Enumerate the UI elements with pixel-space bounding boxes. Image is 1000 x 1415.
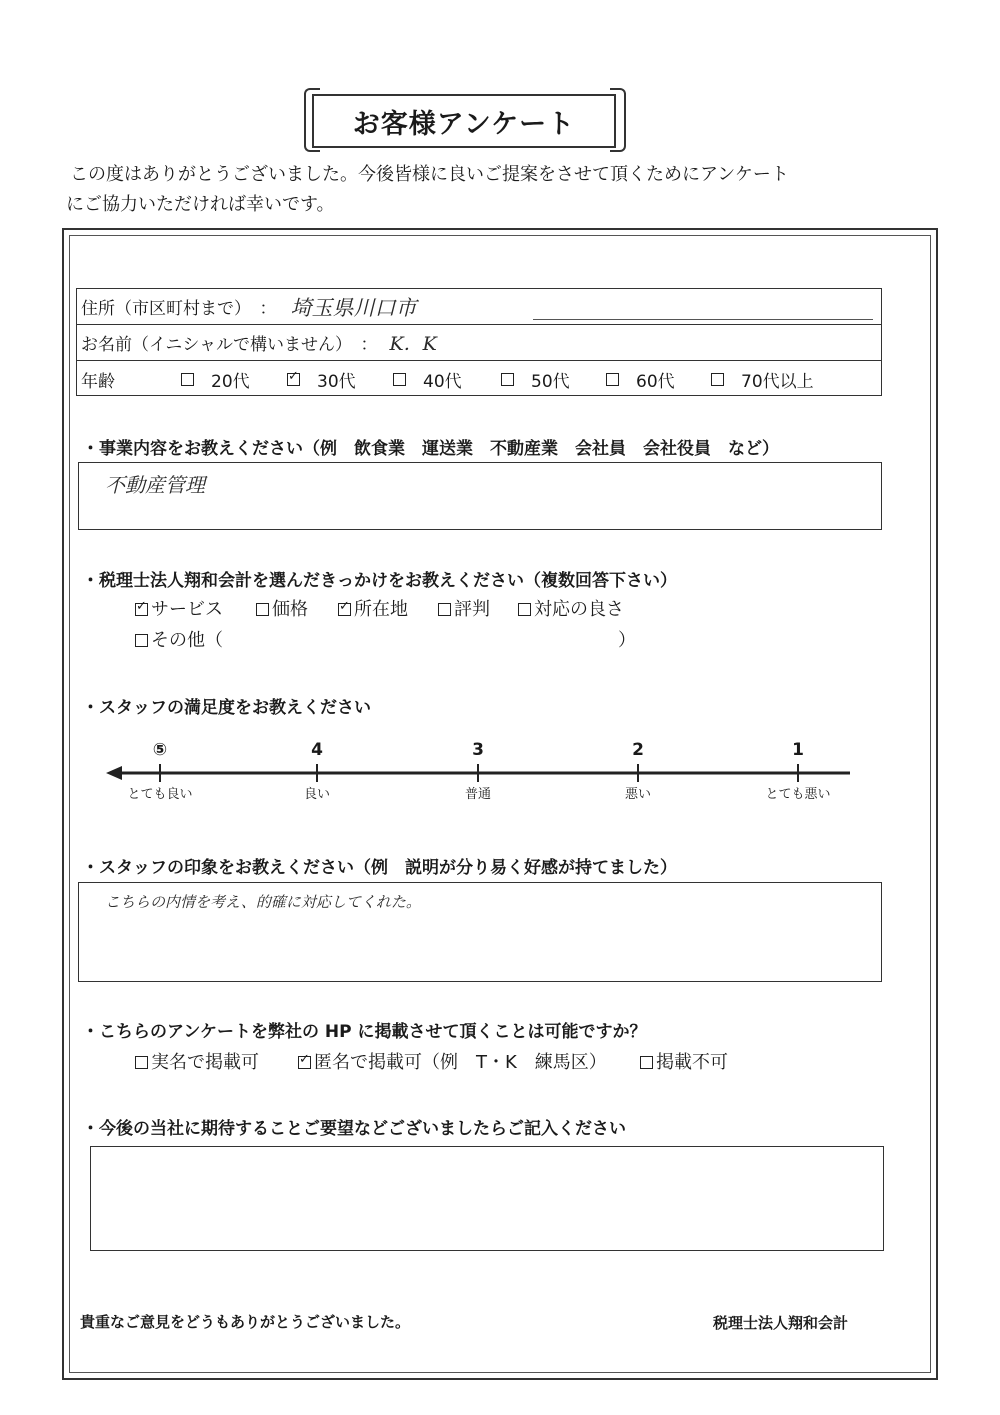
satisfaction-scale <box>100 730 860 810</box>
scale-label: とても良い <box>127 787 193 802</box>
intro-text <box>66 160 896 220</box>
address-value[interactable]: 埼玉県川口市 <box>290 295 417 320</box>
checkbox-30s[interactable] <box>287 373 300 386</box>
scale-label: 普通 <box>464 787 492 802</box>
reason-question: ・税理士法人翔和会計を選んだきっかけをお教えください（複数回答下さい） <box>82 571 677 591</box>
checkbox-40s[interactable] <box>393 373 406 386</box>
reason-option-location[interactable]: ✓ 所在地 <box>338 595 408 621</box>
publish-option-realname[interactable]: 実名で掲載可 <box>135 1048 259 1074</box>
reason-option-reputation[interactable]: 評判 <box>438 595 490 621</box>
checkbox-service[interactable] <box>135 603 148 616</box>
business-question: ・事業内容をお教えください（例 飲食業 運送業 不動産業 会社員 会社役員 など） <box>82 439 779 459</box>
intro-line-1: この度はありがとうございました。今後皆様に良いご提案をさせて頂くためにアンケート <box>70 164 789 185</box>
business-answer: 不動産管理 <box>105 473 205 497</box>
footer-thanks: 貴重なご意見をどうもありがとうございました。 <box>80 1313 411 1331</box>
reason-option-service[interactable]: ✓サービス <box>135 595 223 621</box>
name-row <box>77 325 881 361</box>
reason-option-response[interactable]: 対応の良さ <box>518 595 624 621</box>
publish-option-anonymous[interactable]: ✓ 匿名で掲載可（例 T・K 練馬区） <box>298 1048 607 1074</box>
age-option-20[interactable]: 20代 <box>181 361 250 397</box>
satisfaction-question: ・スタッフの満足度をお教えください <box>82 698 371 718</box>
scale-number[interactable]: ⑤ <box>152 740 168 760</box>
scale-label: とても悪い <box>765 787 831 802</box>
age-option-60[interactable]: 60代 <box>606 361 675 397</box>
reason-option-other[interactable]: その他（ <box>135 626 223 652</box>
reason-other-close: ） <box>618 630 636 651</box>
scale-arrow-icon <box>106 766 122 780</box>
impression-question: ・スタッフの印象をお教えください（例 説明が分り易く好感が持てました） <box>82 858 677 878</box>
address-underline <box>533 319 873 320</box>
requests-question: ・今後の当社に期待することご要望などございましたらご記入ください <box>82 1119 626 1139</box>
checkbox-50s[interactable] <box>501 373 514 386</box>
form-title: お客様アンケート <box>312 94 616 148</box>
checkbox-response[interactable] <box>518 603 531 616</box>
checkbox-no-publish[interactable] <box>640 1056 653 1069</box>
intro-line-2: にご協力いただければ幸いです。 <box>66 194 335 215</box>
checkbox-60s[interactable] <box>606 373 619 386</box>
impression-answer: こちらの内情を考え、的確に対応してくれた。 <box>105 893 421 911</box>
age-option-40[interactable]: 40代 <box>393 361 462 397</box>
checkbox-location[interactable] <box>338 603 351 616</box>
checkbox-realname[interactable] <box>135 1056 148 1069</box>
scale-number[interactable]: 2 <box>632 740 644 760</box>
checkbox-other[interactable] <box>135 634 148 647</box>
requests-answer-box[interactable] <box>90 1146 884 1251</box>
checkbox-anonymous[interactable] <box>298 1056 311 1069</box>
address-label: 住所（市区町村まで） ： <box>81 299 277 319</box>
scale-label: 良い <box>303 787 331 802</box>
business-answer-box[interactable] <box>78 462 882 530</box>
age-row <box>77 361 881 397</box>
publish-option-none[interactable]: 掲載不可 <box>640 1048 728 1074</box>
checkbox-price[interactable] <box>256 603 269 616</box>
age-option-30[interactable]: ✓ 30代 <box>287 361 356 397</box>
publish-question: ・こちらのアンケートを弊社の HP に掲載させて頂くことは可能ですか？ <box>82 1022 647 1042</box>
name-value[interactable]: K．K <box>389 333 437 355</box>
reason-option-price[interactable]: 価格 <box>256 595 308 621</box>
scale-number[interactable]: 3 <box>472 740 484 760</box>
checkbox-reputation[interactable] <box>438 603 451 616</box>
info-table <box>76 288 882 396</box>
impression-answer-box[interactable] <box>78 882 882 982</box>
age-option-50[interactable]: 50代 <box>501 361 570 397</box>
checkbox-70s-plus[interactable] <box>711 373 724 386</box>
scale-number[interactable]: 1 <box>792 740 804 760</box>
footer-company: 税理士法人翔和会計 <box>713 1314 849 1332</box>
address-row <box>77 289 881 325</box>
scale-label: 悪い <box>624 787 652 802</box>
age-option-70-plus[interactable]: 70代以上 <box>711 361 814 397</box>
name-label: お名前（イニシャルで構いません） ： <box>81 335 378 355</box>
scale-number[interactable]: 4 <box>311 740 323 760</box>
age-label: 年齢 <box>81 371 115 392</box>
checkbox-20s[interactable] <box>181 373 194 386</box>
